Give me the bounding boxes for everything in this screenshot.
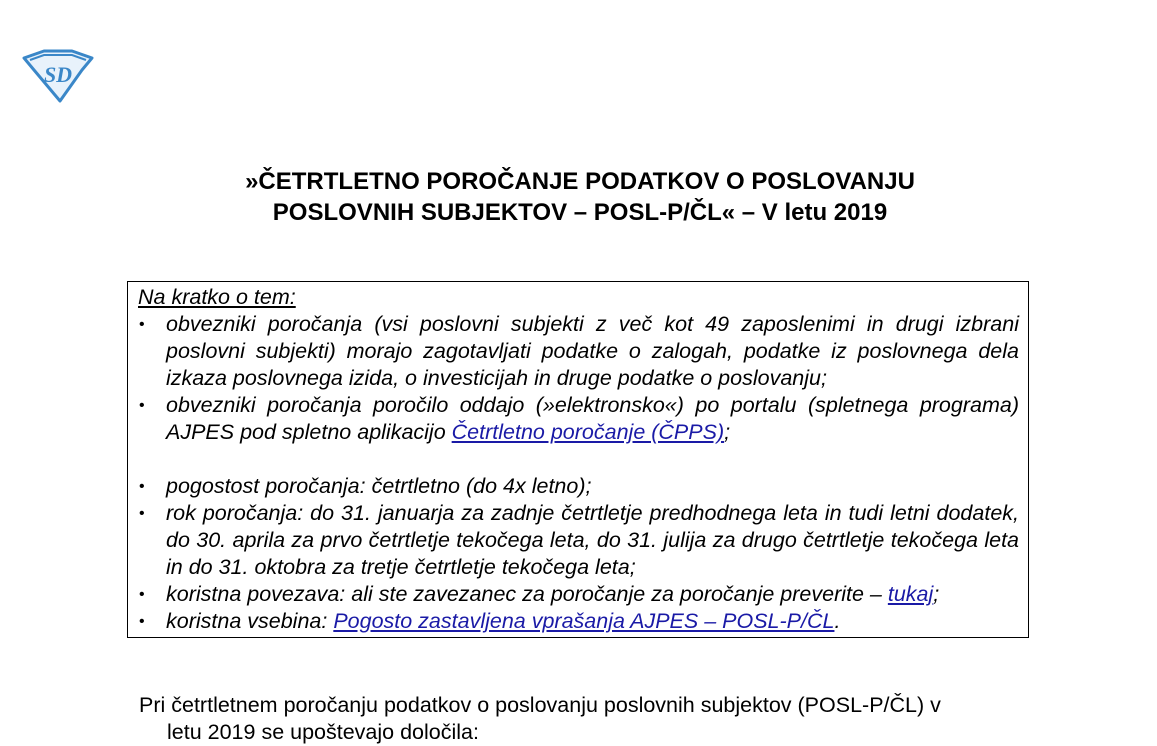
item-text: rok poročanja: do 31. januarja za zadnje četrtletje predhodnega leta in tudi letni dodatek, do 30. aprila za prvo četrtletje tekočega leta, do 31. julija za drugo četrtletje tekočega leta in do 31. oktobra za tretje četrtletje tekočega leta; bbox=[166, 501, 1019, 579]
list-item bbox=[138, 311, 1019, 392]
list-item bbox=[138, 392, 1019, 446]
bullet-icon: • bbox=[139, 613, 145, 630]
body-line-2: letu 2019 se upoštevajo določila: bbox=[167, 720, 479, 744]
item-text: pogostost poročanja: četrtletno (do 4x letno); bbox=[166, 474, 592, 498]
item-end: . bbox=[834, 609, 841, 633]
list-item bbox=[138, 581, 1019, 608]
item-text: obvezniki poročanja (vsi poslovni subjekti z več kot 49 zaposlenimi in drugi izbrani poslovni subjekti) morajo zagotavljati podatke o zalogah, podatke iz poslovnega dela izkaza poslovnega izida, o investicijah in druge podatke o poslovanju; bbox=[166, 312, 1019, 390]
bullet-icon: • bbox=[139, 316, 145, 333]
bullet-icon: • bbox=[139, 397, 145, 414]
item-text: obvezniki poročanja poročilo oddajo (»elektronsko«) po portalu (spletnega programa) AJPES pod spletno aplikacijo bbox=[166, 393, 1019, 444]
item-text: koristna povezava: ali ste zavezanec za poročanje za poročanje preverite – bbox=[166, 582, 888, 606]
title-line-1: »ČETRTLETNO POROČANJE PODATKOV O POSLOVANJU bbox=[245, 168, 915, 195]
item-end: ; bbox=[724, 420, 731, 444]
faq-link[interactable]: Pogosto zastavljena vprašanja AJPES – POSL-P/ČL bbox=[333, 609, 835, 633]
sd-logo bbox=[20, 48, 96, 104]
cpps-link[interactable]: Četrtletno poročanje (ČPPS) bbox=[451, 420, 725, 444]
bullet-icon: • bbox=[139, 505, 145, 522]
summary-heading: Na kratko o tem: bbox=[138, 285, 296, 309]
list-item bbox=[138, 473, 1019, 500]
page-title bbox=[140, 166, 1020, 228]
summary-box bbox=[127, 281, 1029, 638]
tukaj-link[interactable]: tukaj bbox=[887, 582, 934, 606]
item-text: koristna vsebina: bbox=[166, 609, 334, 633]
list-item bbox=[138, 608, 1019, 635]
item-end: ; bbox=[933, 582, 940, 606]
bullet-icon: • bbox=[139, 586, 145, 603]
summary-list bbox=[138, 311, 1019, 635]
title-line-2: POSLOVNIH SUBJEKTOV – POSL-P/ČL« – V letu 2019 bbox=[272, 199, 888, 226]
body-line-1: Pri četrtletnem poročanju podatkov o poslovanju poslovnih subjektov (POSL-P/ČL) v bbox=[139, 693, 941, 717]
body-paragraph bbox=[139, 692, 1029, 746]
list-item bbox=[138, 500, 1019, 581]
bullet-icon: • bbox=[139, 478, 145, 495]
logo-letters: SD bbox=[43, 62, 73, 87]
